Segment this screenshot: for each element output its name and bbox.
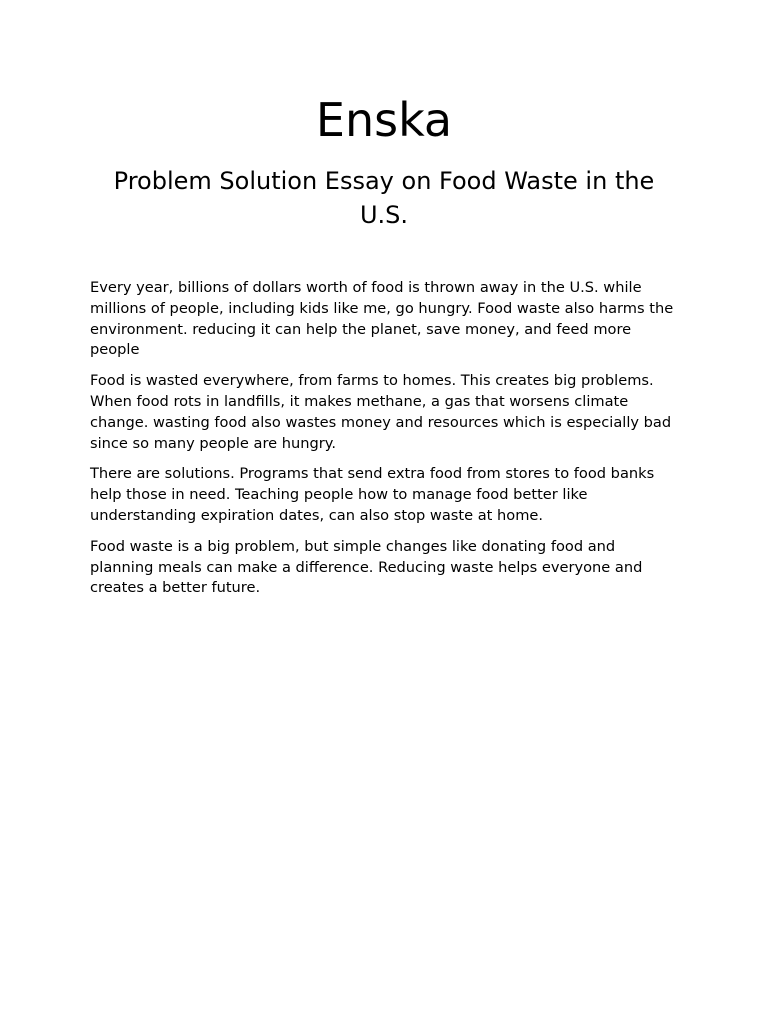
paragraph-solutions: There are solutions. Programs that send extra food from stores to food banks help those in need. Teaching people how to manage food better like understanding expiration dates, can also stop waste at home. [90,465,655,524]
document-subtitle: Problem Solution Essay on Food Waste in the U.S. [113,167,655,229]
document-title: Enska [315,93,453,147]
paragraph-problem: Food is wasted everywhere, from farms to homes. This creates big problems. When food rots in landfills, it makes methane, a gas that worsens climate change. wasting food also wastes money and resources which is especially bad since so many people are hungry. [90,372,672,452]
paragraph-intro: Every year, billions of dollars worth of food is thrown away in the U.S. while millions of people, including kids like me, go hungry. Food waste also harms the environment. reducing it can help the planet, save money, and feed more people [90,279,674,359]
paragraph-conclusion: Food waste is a big problem, but simple changes like donating food and planning meals can make a difference. Reducing waste helps everyone and creates a better future. [90,537,643,597]
document-body [90,278,678,609]
